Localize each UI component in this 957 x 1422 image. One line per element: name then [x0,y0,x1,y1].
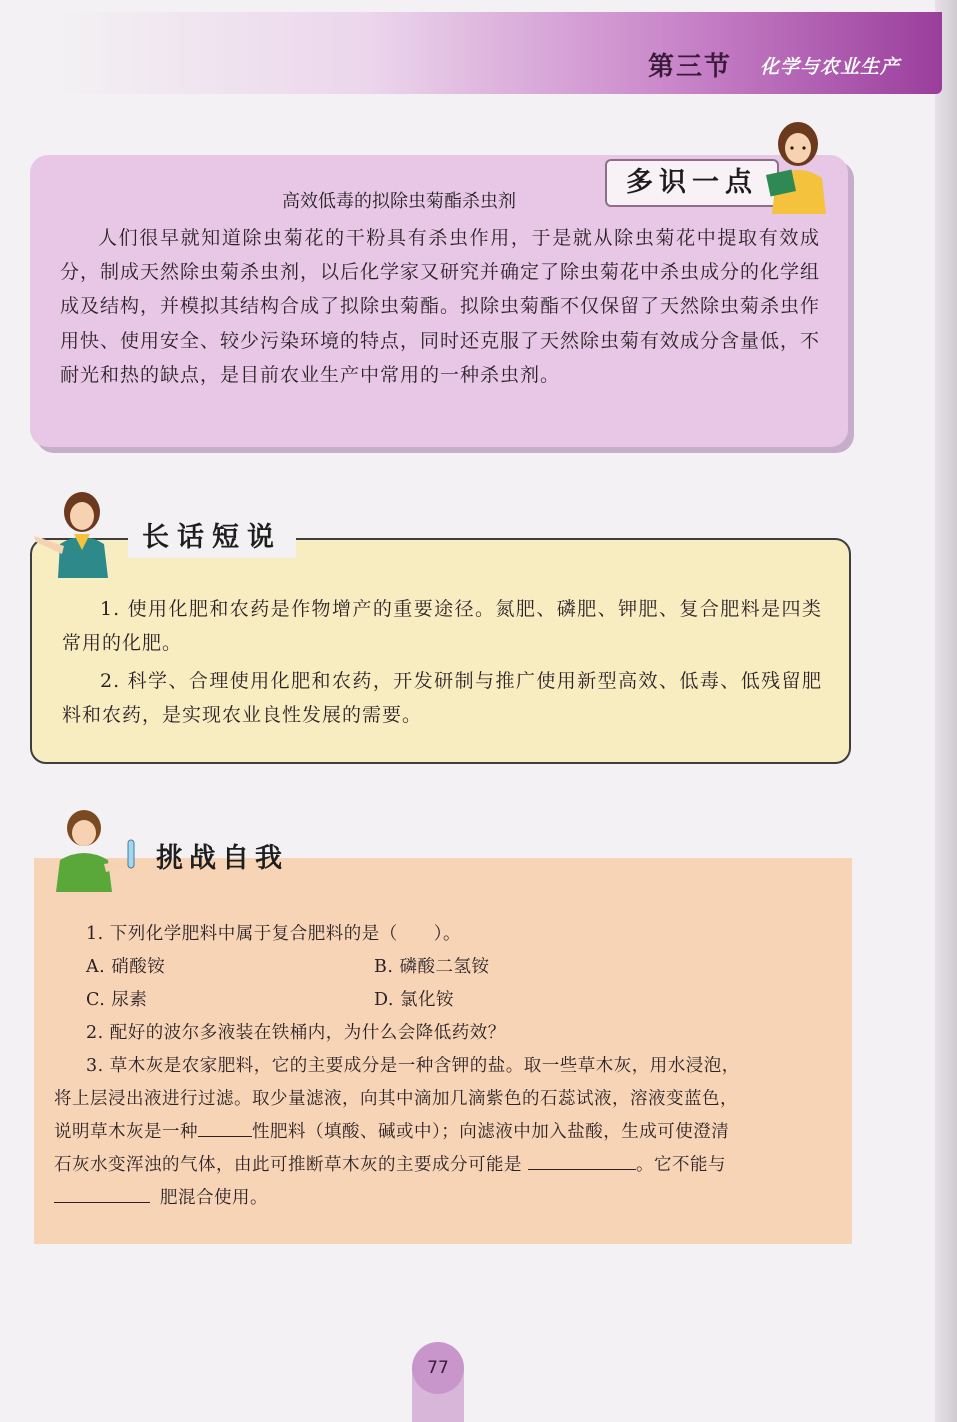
know-more-tag: 多识一点 [605,159,779,207]
answer-blank-1[interactable] [198,1118,252,1137]
question-3-line-2: 将上层浸出液进行过滤。取少量滤液，向其中滴加几滴紫色的石蕊试液，溶液变蓝色， [54,1089,738,1109]
option-a: A. 硝酸铵 [86,957,166,977]
summary-point-1: 1. 使用化肥和农药是作物增产的重要途径。氮肥、磷肥、钾肥、复合肥料是四类常用的化肥。 [62,598,822,654]
question-1-text: 1. 下列化学肥料中属于复合肥料的是（ [86,924,398,944]
question-3-line-5 [54,1182,834,1215]
question-3-text-e: 肥混合使用。 [160,1188,268,1208]
answer-blank-2[interactable] [528,1151,636,1170]
question-1 [86,918,866,951]
chapter-header [60,12,942,94]
question-3-text-c: 石灰水变浑浊的气体，由此可推断草木灰的主要成分可能是 [54,1155,522,1175]
options-row-2 [86,984,866,1017]
summary-box [30,522,851,764]
question-2: 2. 配好的波尔多液装在铁桶内，为什么会降低药效？ [86,1023,506,1043]
challenge-box [34,843,852,1244]
option-b: B. 磷酸二氢铵 [374,957,490,977]
girl-reading-illustration [762,118,832,214]
challenge-heading: 挑战自我 [156,843,288,874]
boy-with-test-tube-illustration [44,806,144,892]
question-3-line-3 [54,1116,834,1149]
know-more-title: 高效低毒的拟除虫菊酯杀虫剂 [282,191,516,212]
section-title: 化学与农业生产 [759,56,900,78]
page-number: 77 [412,1342,464,1394]
summary-point-2: 2. 科学、合理使用化肥和农药，开发研制与推广使用新型高效、低毒、低残留肥料和农药，是实现农业良性发展的需要。 [62,670,822,726]
answer-blank-3[interactable] [54,1184,150,1203]
question-3-text-a: 说明草木灰是一种 [54,1122,198,1142]
page-edge [935,0,957,1422]
question-3-text-b: 性肥料（填酸、碱或中）；向滤液中加入盐酸，生成可使澄清 [252,1122,730,1142]
summary-heading: 长话短说 [128,518,296,558]
option-c: C. 尿素 [86,990,148,1010]
question-3-text-d: 。它不能与 [636,1155,726,1175]
section-number: 第三节 [647,52,732,82]
question-1-close: ）。 [433,924,462,944]
know-more-body: 人们很早就知道除虫菊花的干粉具有杀虫作用，于是就从除虫菊花中提取有效成分，制成天然除虫菊杀虫剂，以后化学家又研究并确定了除虫菊花中杀虫成分的化学组成及结构，并模拟其结构合成了拟除虫菊酯。拟除虫菊酯不仅保留了天然除虫菊杀虫作用快、使用安全、较少污染环境的特点，同时还克服了天然除虫菊有效成分含量低，不耐光和热的缺点，是目前农业生产中常用的一种杀虫剂。 [60,227,821,386]
options-row-1 [86,951,866,984]
question-3-line-1: 3. 草木灰是农家肥料，它的主要成分是一种含钾的盐。取一些草木灰，用水浸泡， [86,1056,740,1076]
option-d: D. 氯化铵 [374,990,455,1010]
girl-pointing-illustration [30,488,122,578]
know-more-box [30,155,848,447]
question-3-line-4 [54,1149,834,1182]
